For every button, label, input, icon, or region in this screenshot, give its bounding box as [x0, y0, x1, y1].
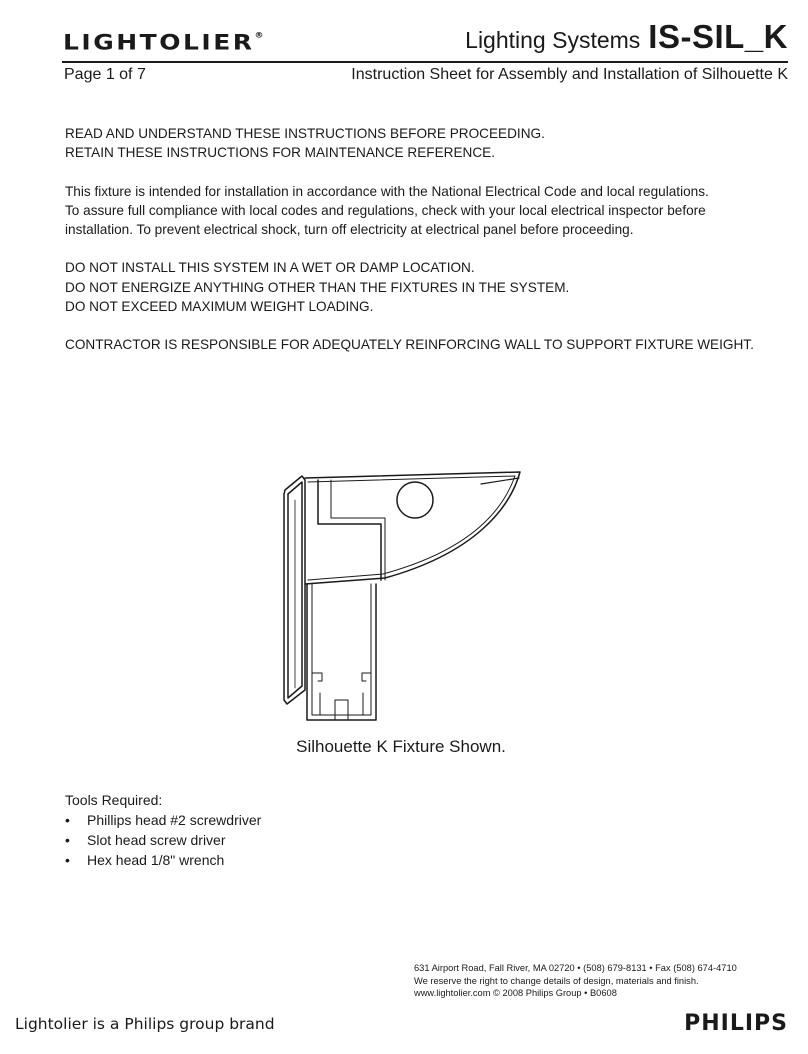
- bullet: •: [65, 832, 70, 848]
- text-line: CONTRACTOR IS RESPONSIBLE FOR ADEQUATELY REINFORCING WALL TO SUPPORT FIXTURE WEIGHT.: [65, 337, 754, 353]
- text-line: DO NOT ENERGIZE ANYTHING OTHER THAN THE FIXTURES IN THE SYSTEM.: [65, 279, 570, 295]
- tools-list: [65, 810, 261, 870]
- fixture-drawing: [275, 468, 530, 730]
- brand-line: Lightolier is a Philips group brand: [15, 1015, 275, 1033]
- text-line: To assure full compliance with local codes and regulations, check with your local electrical inspector before: [65, 202, 706, 218]
- list-item: [65, 810, 261, 830]
- text-line: installation. To prevent electrical shock, turn off electricity at electrical panel before proceeding.: [65, 222, 634, 237]
- page-number: Page 1 of 7: [64, 66, 146, 83]
- tools-heading: Tools Required:: [65, 792, 163, 808]
- caption-text: Silhouette K Fixture Shown.: [296, 737, 506, 756]
- code-compliance-paragraph: [65, 182, 765, 240]
- registered-mark: ®: [254, 31, 264, 41]
- text-line: READ AND UNDERSTAND THESE INSTRUCTIONS BEFORE PROCEEDING.: [65, 126, 545, 141]
- philips-logo: PHILIPS: [684, 1011, 788, 1036]
- list-item: [65, 830, 261, 850]
- bullet: •: [65, 812, 70, 828]
- list-item: [65, 850, 261, 870]
- tool-label: Phillips head #2 screwdriver: [87, 812, 262, 828]
- text-line: DO NOT EXCEED MAXIMUM WEIGHT LOADING.: [65, 298, 374, 314]
- sheet-title: Instruction Sheet for Assembly and Installation of Silhouette K: [351, 66, 788, 83]
- logo-text: LIGHTOLIER: [63, 30, 255, 55]
- system-label: Lighting Systems: [465, 27, 641, 53]
- lightolier-logo: [63, 30, 264, 55]
- bullet: •: [65, 852, 70, 868]
- text-line: RETAIN THESE INSTRUCTIONS FOR MAINTENANCE REFERENCE.: [65, 145, 496, 161]
- contractor-paragraph: [65, 335, 765, 354]
- header-divider: [62, 61, 788, 63]
- disclaimer-line: We reserve the right to change details of design, materials and finish.: [414, 975, 699, 986]
- product-code: IS-SIL_K: [648, 18, 788, 55]
- text-line: This fixture is intended for installation in accordance with the National Electrical Code and local regulations.: [65, 183, 709, 199]
- instructions-body: [65, 124, 765, 374]
- text-line: DO NOT INSTALL THIS SYSTEM IN A WET OR DAMP LOCATION.: [65, 260, 475, 276]
- tool-label: Hex head 1/8" wrench: [87, 852, 225, 868]
- do-not-paragraph: [65, 258, 765, 316]
- tool-label: Slot head screw driver: [87, 832, 226, 848]
- website-line: www.lightolier.com © 2008 Philips Group • B0608: [414, 988, 617, 998]
- warning-read-paragraph: [65, 124, 765, 162]
- tools-required: [65, 790, 261, 870]
- figure-caption: [0, 737, 808, 757]
- address-line: 631 Airport Road, Fall River, MA 02720 • (508) 679-8131 • Fax (508) 674-4710: [414, 963, 737, 973]
- header-title: [465, 18, 788, 56]
- company-address: [414, 962, 737, 1000]
